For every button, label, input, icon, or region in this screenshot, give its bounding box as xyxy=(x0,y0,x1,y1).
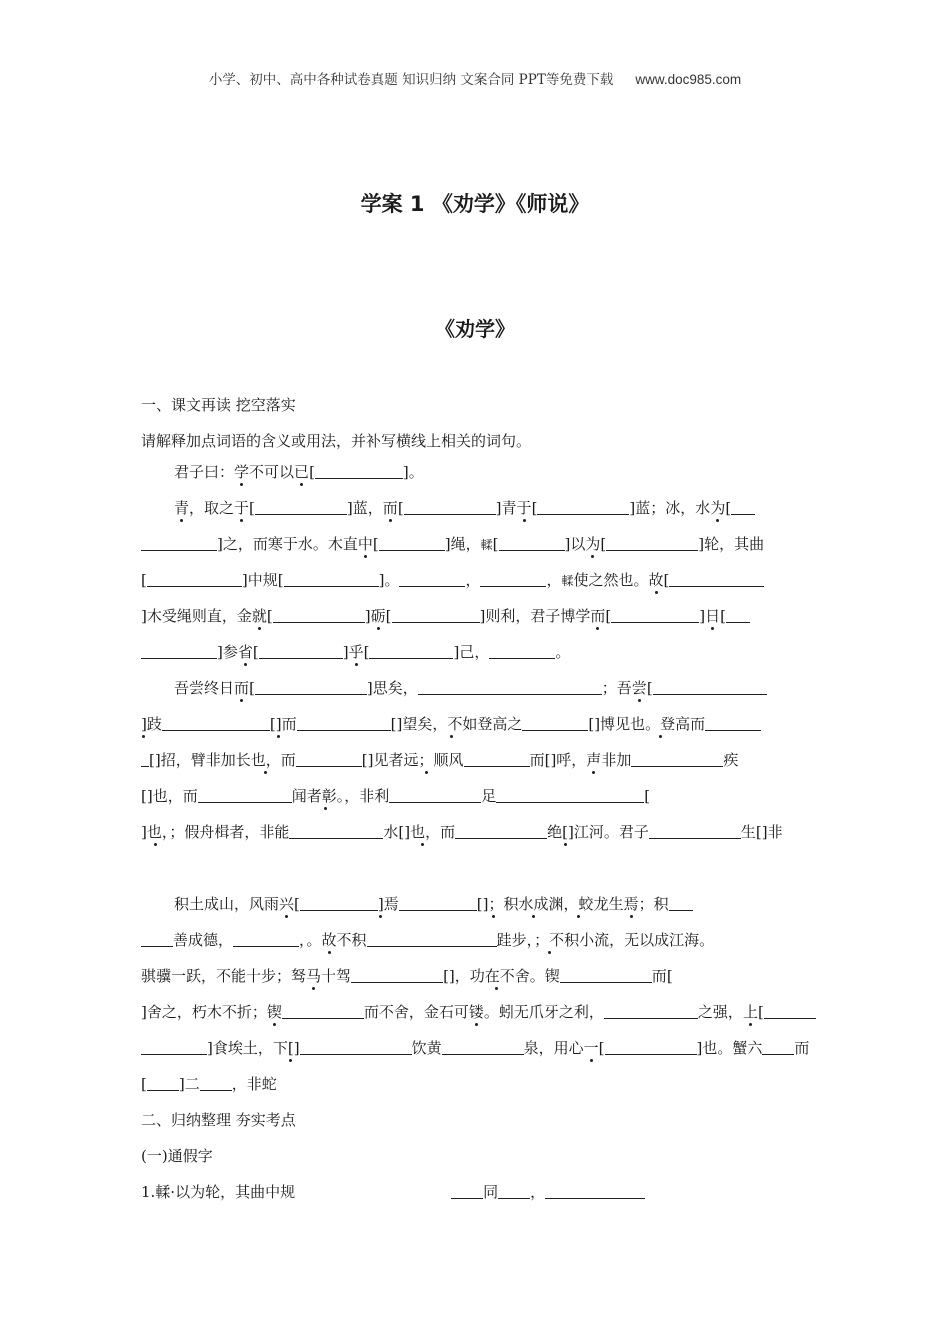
passage-line: ]舍之，朽木不折；锲 而不舍，金石可镂。蚓无爪牙之利， 之强，上[ xyxy=(141,999,811,1035)
passage-line: 君子曰：学不可以已[ ]。 xyxy=(174,463,424,481)
section1-heading: 一、课文再读 挖空落实 xyxy=(141,396,296,414)
answer-blank[interactable] xyxy=(369,641,453,659)
answer-blank[interactable] xyxy=(496,785,644,803)
answer-blank[interactable] xyxy=(147,1073,179,1091)
answer-blank[interactable] xyxy=(315,461,403,479)
answer-blank[interactable] xyxy=(631,749,723,767)
answer-blank[interactable] xyxy=(537,497,629,515)
answer-blank[interactable] xyxy=(141,533,217,551)
answer-blank[interactable] xyxy=(499,533,565,551)
answer-blank[interactable] xyxy=(726,605,750,623)
answer-blank[interactable] xyxy=(200,1073,232,1091)
answer-blank[interactable] xyxy=(379,533,445,551)
passage-line: []招，臂非加长也，而 []见者远；顺风 而[]呼，声非加 疾 xyxy=(141,747,811,783)
worksheet-body xyxy=(141,392,811,1215)
question-text: 1.輮·以为轮，其曲中规 xyxy=(141,1183,296,1201)
passage-line: ]参省[ ]乎[ ]己， 。 xyxy=(141,639,811,675)
instruction: 请解释加点词语的含义或用法，并补写横线上相关的词句。 xyxy=(141,432,532,450)
passage-line: ]食埃土，下[] 饮黄 泉，用心一[ ]也。蟹六 而 xyxy=(141,1035,811,1071)
answer-blank[interactable] xyxy=(399,893,477,911)
answer-blank[interactable] xyxy=(464,749,530,767)
answer-blank[interactable] xyxy=(731,497,755,515)
answer-blank[interactable] xyxy=(162,713,270,731)
passage-line: 善成德， ，。故不积 跬步，；不积小流，无以成江海。 xyxy=(141,927,811,963)
answer-blank[interactable] xyxy=(522,713,588,731)
answer-blank[interactable] xyxy=(669,569,764,587)
answer-blank[interactable] xyxy=(762,1037,794,1055)
question-item: 1.輮·以为轮，其曲中规 同 ， xyxy=(141,1179,811,1215)
answer-blank[interactable] xyxy=(489,641,555,659)
answer-blank[interactable] xyxy=(141,749,149,767)
answer-blank[interactable] xyxy=(259,641,343,659)
answer-blank[interactable] xyxy=(273,605,365,623)
answer-blank[interactable] xyxy=(255,497,347,515)
answer-blank[interactable] xyxy=(404,497,496,515)
passage-line: [ ]二 ，非蛇 xyxy=(141,1075,277,1093)
answer-blank[interactable] xyxy=(284,569,379,587)
passage-line: ]跂 []而 []望矣，不如登高之 []博见也。登高而 xyxy=(141,711,811,747)
answer-blank[interactable] xyxy=(451,1181,483,1199)
answer-blank[interactable] xyxy=(605,1037,697,1055)
header-site[interactable]: www.doc985.com xyxy=(635,72,742,87)
answer-blank[interactable] xyxy=(141,929,173,947)
section-title: 《劝学》 xyxy=(435,317,515,341)
answer-blank[interactable] xyxy=(289,821,383,839)
answer-blank[interactable] xyxy=(498,1181,530,1199)
passage-line: ]木受绳则直，金就[ ]砺[ ]则利，君子博学而[ ]日[ xyxy=(141,603,811,639)
answer-blank[interactable] xyxy=(669,893,693,911)
answer-blank[interactable] xyxy=(560,965,652,983)
passage-line: 吾尝终日而[ ]思矣， ；吾尝[ xyxy=(141,675,811,711)
answer-blank[interactable] xyxy=(418,677,602,695)
answer-blank[interactable] xyxy=(296,749,362,767)
answer-blank[interactable] xyxy=(604,1001,698,1019)
answer-blank[interactable] xyxy=(611,605,699,623)
passage-line: 青，取之于[ ]蓝，而[ ]青于[ ]蓝；冰，水为[ xyxy=(141,495,811,531)
answer-blank[interactable] xyxy=(399,569,465,587)
answer-blank[interactable] xyxy=(147,569,242,587)
subsection-heading: (一)通假字 xyxy=(141,1147,213,1165)
answer-blank[interactable] xyxy=(545,1181,645,1199)
answer-blank[interactable] xyxy=(351,965,443,983)
page-title: 学案 1 《劝学》《师说》 xyxy=(360,192,590,216)
answer-blank[interactable] xyxy=(141,641,217,659)
passage-line: [ ]中规[ ]。 ， ，輮使之然也。故[ xyxy=(141,567,811,603)
answer-blank[interactable] xyxy=(606,533,698,551)
passage-line: 骐骥一跃，不能十步；驽马十驾 []，功在不舍。锲 而[ xyxy=(141,967,673,985)
passage-line: ]之，而寒于水。木直中[ ]绳，輮[ ]以为[ ]轮，其曲 xyxy=(141,531,811,567)
section2-heading: 二、归纳整理 夯实考点 xyxy=(141,1111,296,1129)
answer-blank[interactable] xyxy=(367,929,497,947)
passage-line xyxy=(141,855,811,891)
passage-line: 积土成山，风雨兴[ ]焉 []；积水成渊，蛟龙生焉；积 xyxy=(141,891,811,927)
answer-blank[interactable] xyxy=(764,1001,816,1019)
answer-blank[interactable] xyxy=(282,1001,364,1019)
answer-blank[interactable] xyxy=(300,893,378,911)
answer-blank[interactable] xyxy=(705,713,761,731)
page-header xyxy=(0,68,950,88)
passage-line: []也，而 闻者彰。，非利 足 [ xyxy=(141,787,651,805)
answer-blank[interactable] xyxy=(389,785,481,803)
answer-blank[interactable] xyxy=(255,677,367,695)
passage-line: ]也，；假舟楫者，非能 水[]也，而 绝[]江河。君子 生[]非 xyxy=(141,823,783,841)
header-text: 小学、初中、高中各种试卷真题 知识归纳 文案合同 PPT等免费下载 xyxy=(208,72,614,88)
answer-blank[interactable] xyxy=(141,1037,207,1055)
answer-blank[interactable] xyxy=(455,821,547,839)
answer-blank[interactable] xyxy=(233,929,299,947)
answer-blank[interactable] xyxy=(649,821,741,839)
answer-blank[interactable] xyxy=(442,1037,524,1055)
answer-blank[interactable] xyxy=(300,1037,412,1055)
answer-blank[interactable] xyxy=(392,605,480,623)
answer-blank[interactable] xyxy=(480,569,546,587)
answer-blank[interactable] xyxy=(653,677,767,695)
answer-blank[interactable] xyxy=(297,713,391,731)
answer-blank[interactable] xyxy=(198,785,292,803)
